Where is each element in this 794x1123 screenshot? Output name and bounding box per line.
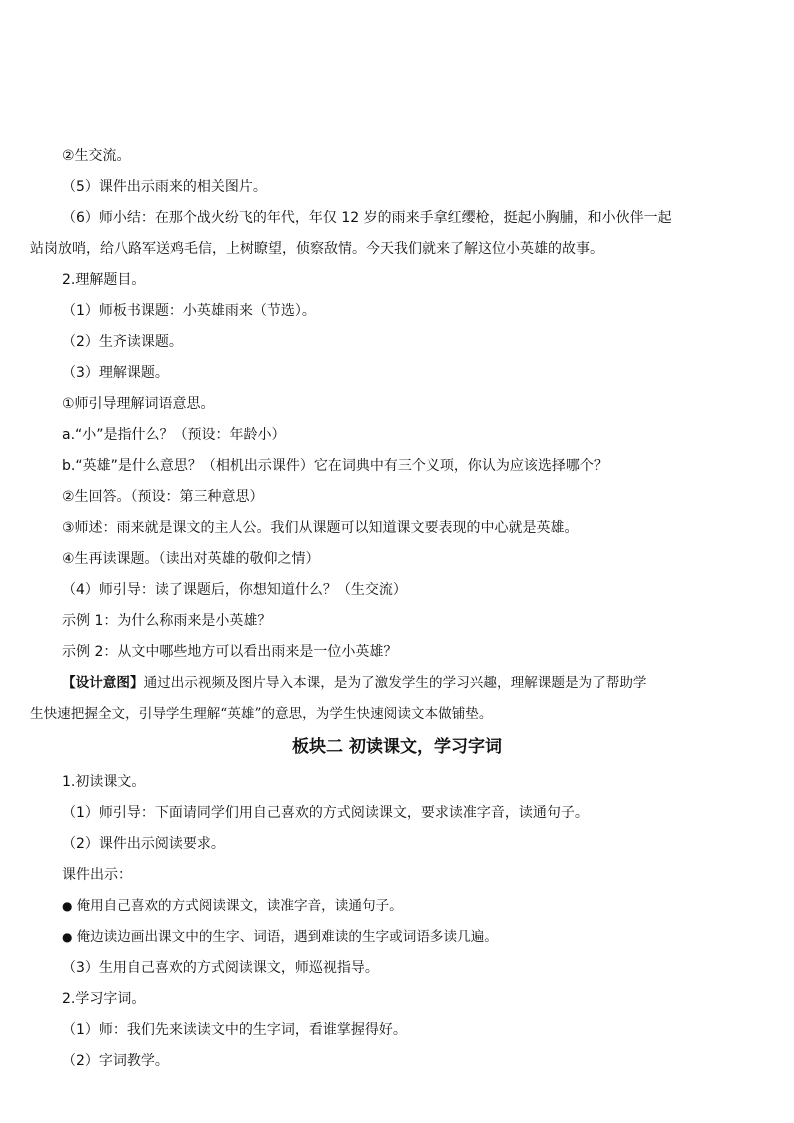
design-intent-line: 【设计意图】通过出示视频及图片导入本课，是为了激发学生的学习兴趣，理解课题是为了帮助学 (62, 675, 647, 691)
text-line: （1）师：我们先来读读文中的生字词，看谁掌握得好。 (62, 1022, 407, 1038)
text-line: ②生回答。（预设：第三种意思） (62, 489, 264, 505)
text-line: （1）师引导：下面请同学们用自己喜欢的方式阅读课文，要求读准字音，读通句子。 (62, 805, 589, 821)
text-line: ①师引导理解词语意思。 (62, 396, 215, 412)
text-line: b.“英雄”是什么意思？（相机出示课件）它在词典中有三个义项，你认为应该选择哪个？ (62, 458, 608, 474)
text-line: （2）课件出示阅读要求。 (62, 836, 225, 852)
text-line: （6）师小结：在那个战火纷飞的年代，年仅 12 岁的雨来手拿红缨枪，挺起小胸脯，和小伙伴一起 (62, 210, 672, 226)
text-line: ④生再读课题。（读出对英雄的敬仰之情） (62, 551, 320, 567)
text-line: （3）生用自己喜欢的方式阅读课文，师巡视指导。 (62, 960, 379, 976)
text-line: 课件出示： (62, 867, 132, 883)
text-line: （5）课件出示雨来的相关图片。 (62, 179, 267, 195)
text-line: （4）师引导：读了课题后，你想知道什么？（生交流） (62, 582, 407, 598)
text-line: 2.学习字词。 (62, 991, 146, 1007)
text-line: （2）生齐读课题。 (62, 334, 183, 350)
bullet-dot-icon: ● (62, 899, 73, 913)
text-line: 2.理解题目。 (62, 272, 146, 288)
bullet-dot-icon: ● (62, 930, 73, 944)
design-intent-line: 生快速把握全文，引导学生理解“英雄”的意思，为学生快速阅读文本做铺垫。 (30, 706, 493, 722)
text-line: 示例 2：从文中哪些地方可以看出雨来是一位小英雄？ (62, 644, 398, 660)
text-line: 站岗放哨，给八路军送鸡毛信，上树瞭望，侦察敌情。今天我们就来了解这位小英雄的故事。 (30, 241, 604, 257)
text-line: （2）字词教学。 (62, 1053, 169, 1069)
text-line: 示例 1：为什么称雨来是小英雄？ (62, 613, 272, 629)
text-line: ③师述：雨来就是课文的主人公。我们从课题可以知道课文要表现的中心就是英雄。 (62, 520, 579, 536)
text-line: ②生交流。 (62, 148, 131, 164)
bullet-item: ● 俺用自己喜欢的方式阅读课文，读准字音，读通句子。 (62, 898, 403, 914)
text-line: 1.初读课文。 (62, 774, 146, 790)
bullet-item: ● 俺边读边画出课文中的生字、词语，遇到难读的生字或词语多读几遍。 (62, 929, 498, 945)
text-line: （3）理解课题。 (62, 365, 169, 381)
section-heading: 板块二 初读课文，学习字词 (292, 737, 502, 757)
text-line: a.“小”是指什么？（预设：年龄小） (62, 427, 286, 443)
design-intent-label: 【设计意图】 (62, 675, 144, 691)
text-line: （1）师板书课题：小英雄雨来（节选）。 (62, 303, 316, 319)
